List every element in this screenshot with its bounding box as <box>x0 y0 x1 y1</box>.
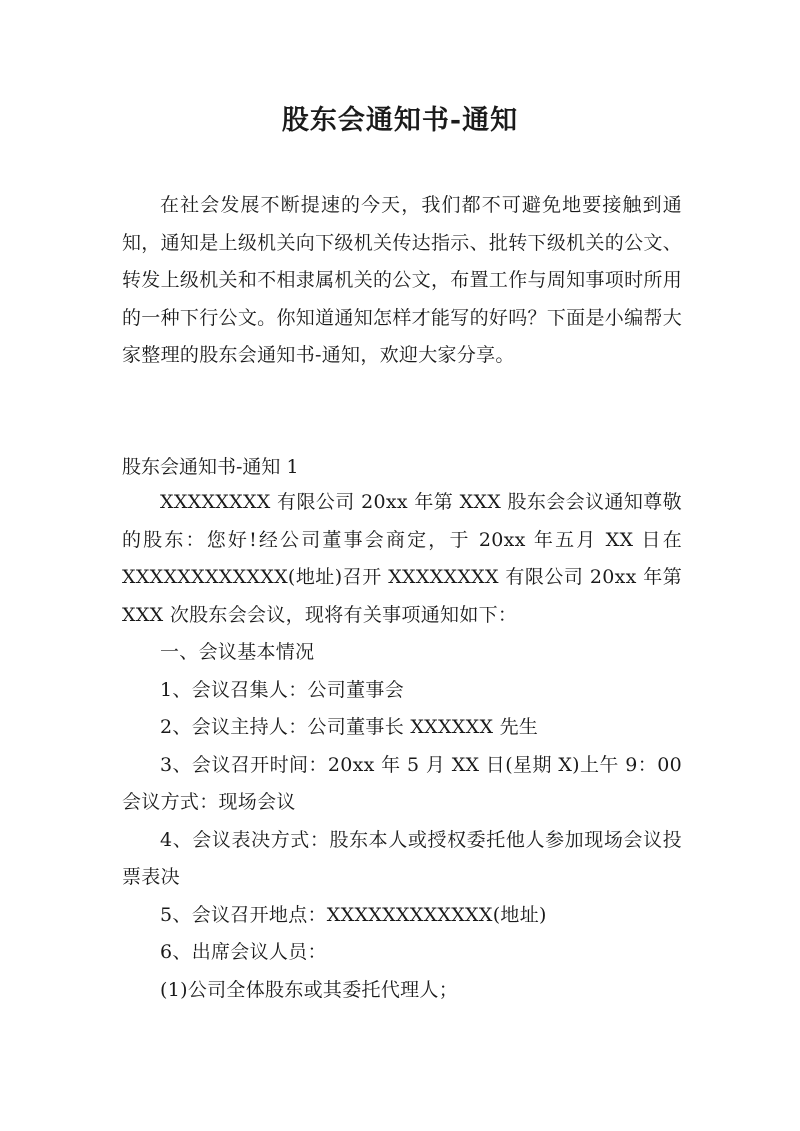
notice-item-host: 2、会议主持人：公司董事长 XXXXXX 先生 <box>160 716 539 738</box>
notice-item-attendees: 6、出席会议人员： <box>160 941 327 963</box>
section-title: 股东会通知书-通知 1 <box>122 456 299 478</box>
notice-item-convener: 1、会议召集人：公司董事会 <box>160 678 404 701</box>
notice-item-voting: 4、会议表决方式：股东本人或授权委托他人参加现场会议投票表决 <box>122 828 682 888</box>
notice-item-location: 5、会议召开地点：XXXXXXXXXXXX(地址) <box>160 903 547 926</box>
document-title: 股东会通知书-通知 <box>281 105 519 136</box>
intro-paragraph: 在社会发展不断提速的今天，我们都不可避免地要接触到通知，通知是上级机关向下级机关传达指示、批转下级机关的公文、转发上级机关和不相隶属机关的公文，布置工作与周知事项时所用的一种下行公文。你知道通知怎样才能写的好吗？下面是小编帮大家整理的股东会通知书-通知，欢迎大家分享。 <box>122 194 682 366</box>
notice-opening-paragraph: XXXXXXXX 有限公司 20xx 年第 XXX 股东会会议通知尊敬的股东：您好!经公司董事会商定，于 20xx 年五月 XX 日在 XXXXXXXXXXXX(地址)召开 XXXXXXXX 有限公司 20xx 年第 XXX 次股东会会议，现将有关事项通知如下： <box>122 491 682 626</box>
notice-body <box>122 484 682 1009</box>
notice-subitem-shareholders: (1)公司全体股东或其委托代理人； <box>160 978 459 1001</box>
notice-item-time: 3、会议召开时间：20xx 年 5 月 XX 日(星期 X)上午 9：00 会议方式：现场会议 <box>122 753 682 813</box>
notice-heading-basic-info: 一、会议基本情况 <box>160 641 315 663</box>
